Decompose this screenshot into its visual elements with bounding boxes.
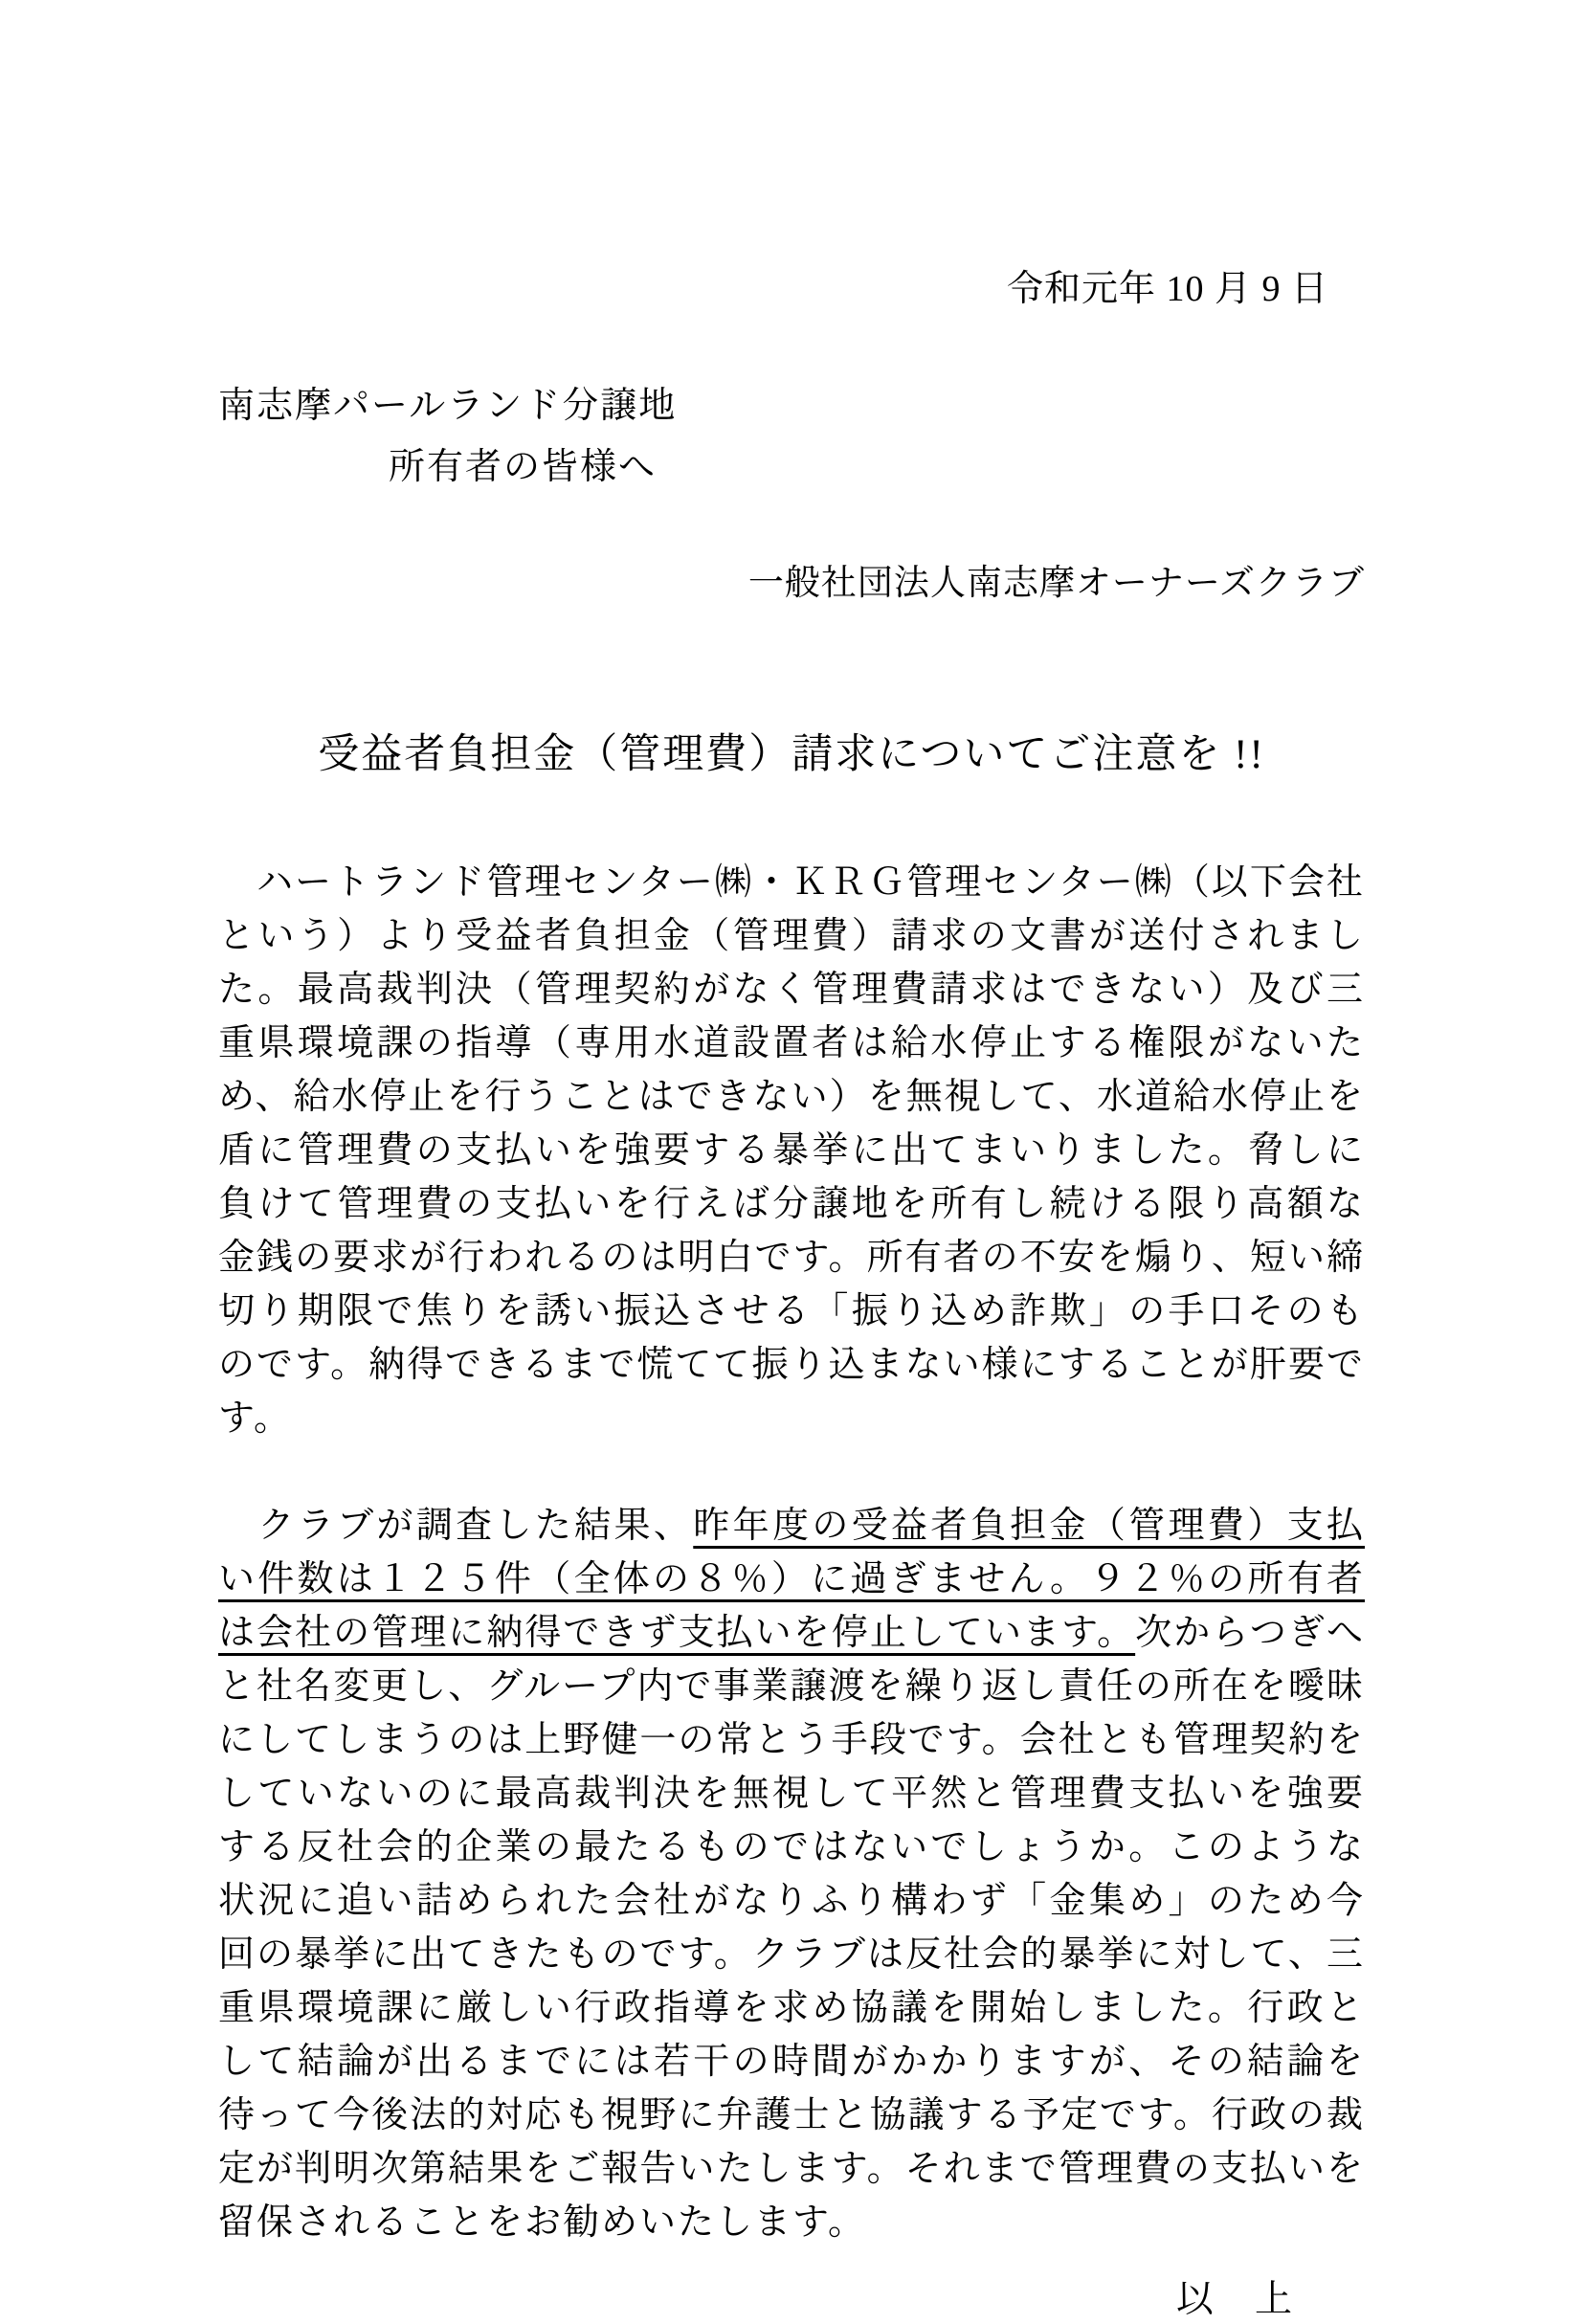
body-paragraph-2 (218, 1499, 1365, 2249)
paragraph-2-rest: 次からつぎへと社名変更し、グループ内で事業譲渡を繰り返し責任の所在を曖昧にしてしまうのは上野健一の常とう手段です。会社とも管理契約をしていないのに最高裁判決を無視して平然と管理費支払いを強要する反社会的企業の最たるものではないでしょうか。このような状況に追い詰められた会社がなりふり構わず「金集め」のため今回の暴挙に出てきたものです。クラブは反社会的暴挙に対して、三重県環境課に厳しい行政指導を求め協議を開始しました。行政として結論が出るまでには若干の時間がかかりますが、その結論を待って今後法的対応も視野に弁護士と協議する予定です。行政の裁定が判明次第結果をご報告いたします。それまで管理費の支払いを留保されることをお勧めいたします。 (218, 1613, 1366, 2243)
letter-date: 令和元年 10 月 9 日 (1006, 269, 1328, 309)
recipient-estate-name: 南志摩パールランド分譲地 (218, 386, 678, 426)
recipient-block (218, 375, 1365, 498)
body-paragraph-1: ハートランド管理センター㈱・ＫＲＧ管理センター㈱（以下会社という）より受益者負担金（管理費）請求の文書が送付されました。最高裁判決（管理契約がなく管理費請求はできない）及び三重県環境課の指導（専用水道設置者は給水停止する権限がないため、給水停止を行うことはできない）を無視して、水道給水停止を盾に管理費の支払いを強要する暴挙に出てまいりました。脅しに負けて管理費の支払いを行えば分譲地を所有し続ける限り高額な金銭の要求が行われるのは明白です。所有者の不安を煽り、短い締切り期限で焦りを誘い振込させる「振り込め詐欺」の手口そのものです。納得できるまで慌てて振り込まない様にすることが肝要です。 (218, 862, 1365, 1439)
recipient-owners-salutation: 所有者の皆様へ (389, 447, 658, 487)
closing-ijou: 以 上 (1175, 2279, 1294, 2320)
sender-organization: 一般社団法人南志摩オーナーズクラブ (747, 564, 1365, 603)
paragraph-2-intro: クラブが調査した結果、 (218, 1506, 694, 1546)
paragraph-2-underlined-statistics: 昨年度の受益者負担金（管理費）支払い件数は１２５件（全体の８％）に過ぎません。９２％の所有者は会社の管理に納得できず支払いを停止しています。 (218, 1506, 1365, 1653)
letter-title: 受益者負担金（管理費）請求についてご注意を !! (318, 732, 1265, 777)
